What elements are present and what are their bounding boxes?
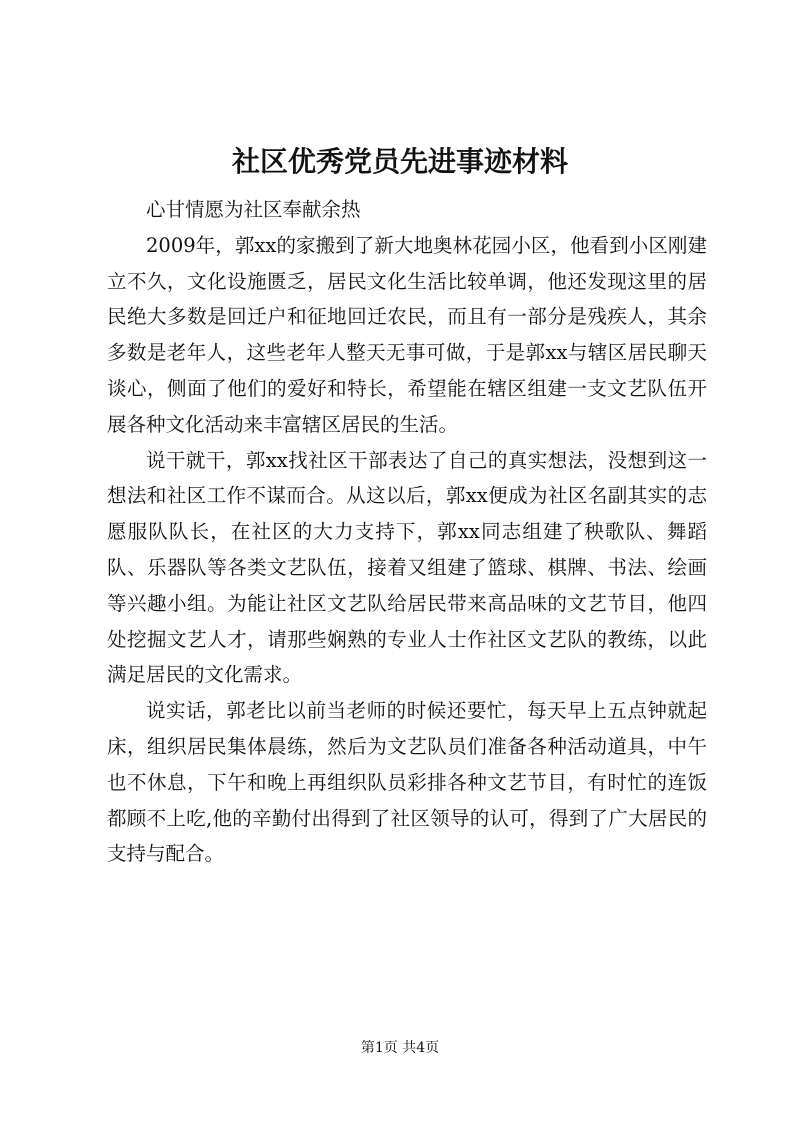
paragraph-1: 2009年，郭xx的家搬到了新大地奥林花园小区，他看到小区刚建立不久，文化设施匮乏，居民文化生活比较单调，他还发现这里的居民绝大多数是回迁户和征地回迁农民，而且有一部分是残疾人，其余多数是老年人，这些老年人整天无事可做，于是郭xx与辖区居民聊天谈心，侧面了他们的爱好和特长，希望能在辖区组建一支文艺队伍开展各种文化活动来丰富辖区居民的生活。 xyxy=(107,233,707,436)
page-number-footer: 第1页 共4页 xyxy=(360,1040,440,1056)
document-title: 社区优秀党员先进事迹材料 xyxy=(231,145,568,178)
paragraph-2: 说干就干，郭xx找社区干部表达了自己的真实想法，没想到这一想法和社区工作不谋而合。从这以后，郭xx便成为社区名副其实的志愿服队队长，在社区的大力支持下，郭xx同志组建了秧歌队、舞蹈队、乐器队等各类文艺队伍，接着又组建了篮球、棋牌、书法、绘画等兴趣小组。为能让社区文艺队给居民带来高品味的文艺节目，他四处挖掘文艺人才，请那些娴熟的专业人士作社区文艺队的教练，以此满足居民的文化需求。 xyxy=(107,448,707,687)
document-subtitle: 心甘情愿为社区奉献余热 xyxy=(146,198,361,221)
paragraph-3: 说实话，郭老比以前当老师的时候还要忙，每天早上五点钟就起床，组织居民集体晨练，然后为文艺队员们准备各种活动道具，中午也不休息，下午和晚上再组织队员彩排各种文艺节目，有时忙的连饭都顾不上吃,他的辛勤付出得到了社区领导的认可，得到了广大居民的支持与配合。 xyxy=(107,699,707,866)
document-body xyxy=(107,192,707,872)
